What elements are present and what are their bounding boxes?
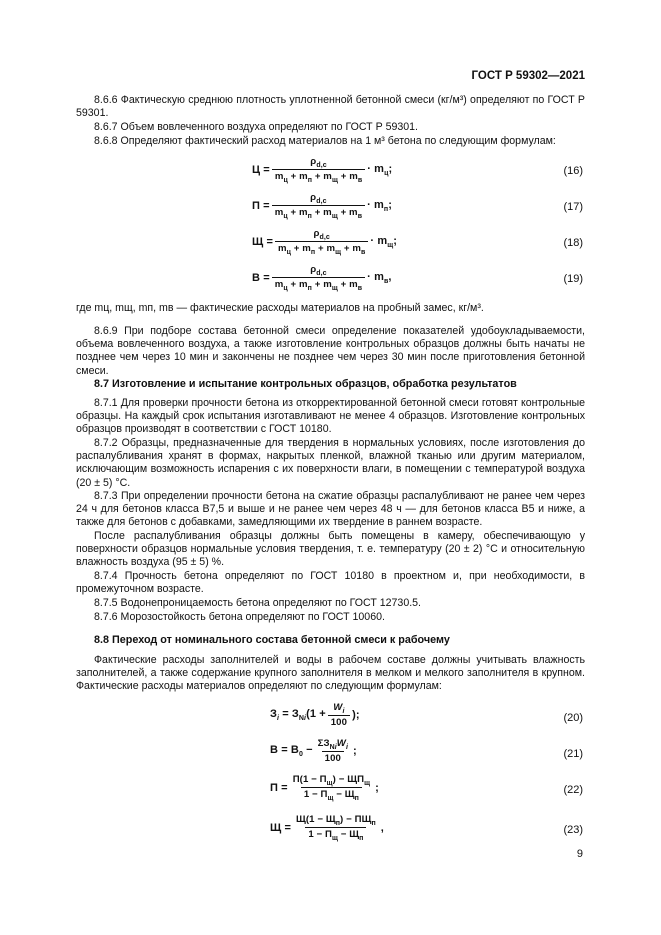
formula-number: (17) xyxy=(563,201,583,213)
formula-21: $В = В_0$ − $\frac{\Sigma З_{Ni}W_i}{100}$ ; (21) xyxy=(270,738,583,764)
paragraph-8-7-3: 8.7.3 При определении прочности бетона на сжатие образцы распалубливают не ранее чем через 24 ч для бетонов класса В7,5 и выше и не ранее чем через 48 ч — для бетонов класса В5 и ниже, а также для бетонов с добавками, замедляющими их твердение в раннем возрасте. xyxy=(76,490,585,529)
section-heading-8-7: 8.7 Изготовление и испытание контрольных образцов, обработка результатов xyxy=(94,378,517,390)
formula-17: П = $\frac{\rho_{d,c}}{m_ц + m_п + m_щ + m_в}$ · $m_п$; (17) xyxy=(252,192,583,220)
formula-number: (16) xyxy=(563,165,583,177)
paragraph-8-8-intro: Фактические расходы заполнителей и воды в рабочем составе должны учитывать влажность заполнителей, а также содержание крупного заполнителя в мелком и мелкого заполнителя в крупном. Фактические расходы материалов определяют по следующим формулам: xyxy=(76,654,585,693)
formula-number: (21) xyxy=(563,748,583,760)
paragraph-8-6-7: 8.6.7 Объем вовлеченного воздуха определяют по ГОСТ Р 59301. xyxy=(94,121,418,133)
paragraph-8-6-8: 8.6.8 Определяют фактический расход материалов на 1 м³ бетона по следующим формулам: xyxy=(94,135,556,147)
formula-22: П = $\frac{П(1 - П_щ) - ЩП_щ}{1 - П_щ - Щ_п}$ ; (22) xyxy=(270,774,583,802)
paragraph-8-7-3-b: После распалубливания образцы должны быть помещены в камеру, обеспечивающую у поверхности образцов нормальные условия твердения, т. е. температуру (20 ± 2) °С и относительную влажность воздуха (95 ± 5) %. xyxy=(76,530,585,569)
paragraph-8-7-1: 8.7.1 Для проверки прочности бетона из откорректированной бетонной смеси готовят контрольные образцы. На каждый срок испытания изготавливают не менее 4 образцов. Изготовление контрольных образцов производят в соответствии с ГОСТ 10180. xyxy=(76,397,585,436)
where-clause: где mц, mщ, mп, mв — фактические расходы материалов на пробный замес, кг/м³. xyxy=(76,302,484,314)
paragraph-8-7-5: 8.7.5 Водонепроницаемость бетона определяют по ГОСТ 12730.5. xyxy=(94,597,421,609)
formula-number: (22) xyxy=(563,784,583,796)
section-heading-8-8: 8.8 Переход от номинального состава бетонной смеси к рабочему xyxy=(94,634,450,646)
paragraph-8-7-2: 8.7.2 Образцы, предназначенные для твердения в нормальных условиях, после изготовления до распалубливания хранят в формах, накрытых пленкой, влажной тканью или другим материалом, исключающим возможность испарения с их поверхности влаги, в помещении с температурой воздуха (20 ± 5) °С. xyxy=(76,437,585,489)
paragraph-8-7-4: 8.7.4 Прочность бетона определяют по ГОСТ 10180 в проектном и, при необходимости, в промежуточном возрасте. xyxy=(76,570,585,596)
formula-19: В = $\frac{\rho_{d,c}}{m_ц + m_п + m_щ + m_в}$ · $m_в$, (19) xyxy=(252,264,583,292)
formula-number: (19) xyxy=(563,273,583,285)
paragraph-8-6-9: 8.6.9 При подборе состава бетонной смеси определение показателей удобоукладываемости, объема вовлеченного воздуха, а также изготовление контрольных образцов должны быть начаты не позднее чем через 10 мин и закончены не позднее чем через 30 мин после приготовления бетонной смеси. xyxy=(76,325,585,377)
formula-16: Ц = $\frac{\rho_{d,c}}{m_ц + m_п + m_щ + m_в}$ · $m_ц$; (16) xyxy=(252,156,583,184)
page-number: 9 xyxy=(576,848,583,860)
doc-header-code: ГОСТ Р 59302—2021 xyxy=(471,70,585,82)
formula-23: Щ = $\frac{Щ(1 - Щ_п) - ПЩ_п}{1 - П_щ - Щ_п}$ , (23) xyxy=(270,814,583,842)
paragraph-8-7-6: 8.7.6 Морозостойкость бетона определяют по ГОСТ 10060. xyxy=(94,611,385,623)
formula-20: $З_i = З_{Ni}(1$ + $\frac{W_i}{100}$ ); (20) xyxy=(270,702,583,728)
formula-number: (23) xyxy=(563,824,583,836)
formula-18: Щ = $\frac{\rho_{d,c}}{m_ц + m_п + m_щ + m_в}$ · $m_щ$; (18) xyxy=(252,228,583,256)
formula-number: (18) xyxy=(563,237,583,249)
paragraph-8-6-6: 8.6.6 Фактическую среднюю плотность уплотненной бетонной смеси (кг/м³) определяют по ГОСТ Р 59301. xyxy=(76,94,585,120)
formula-number: (20) xyxy=(563,712,583,724)
